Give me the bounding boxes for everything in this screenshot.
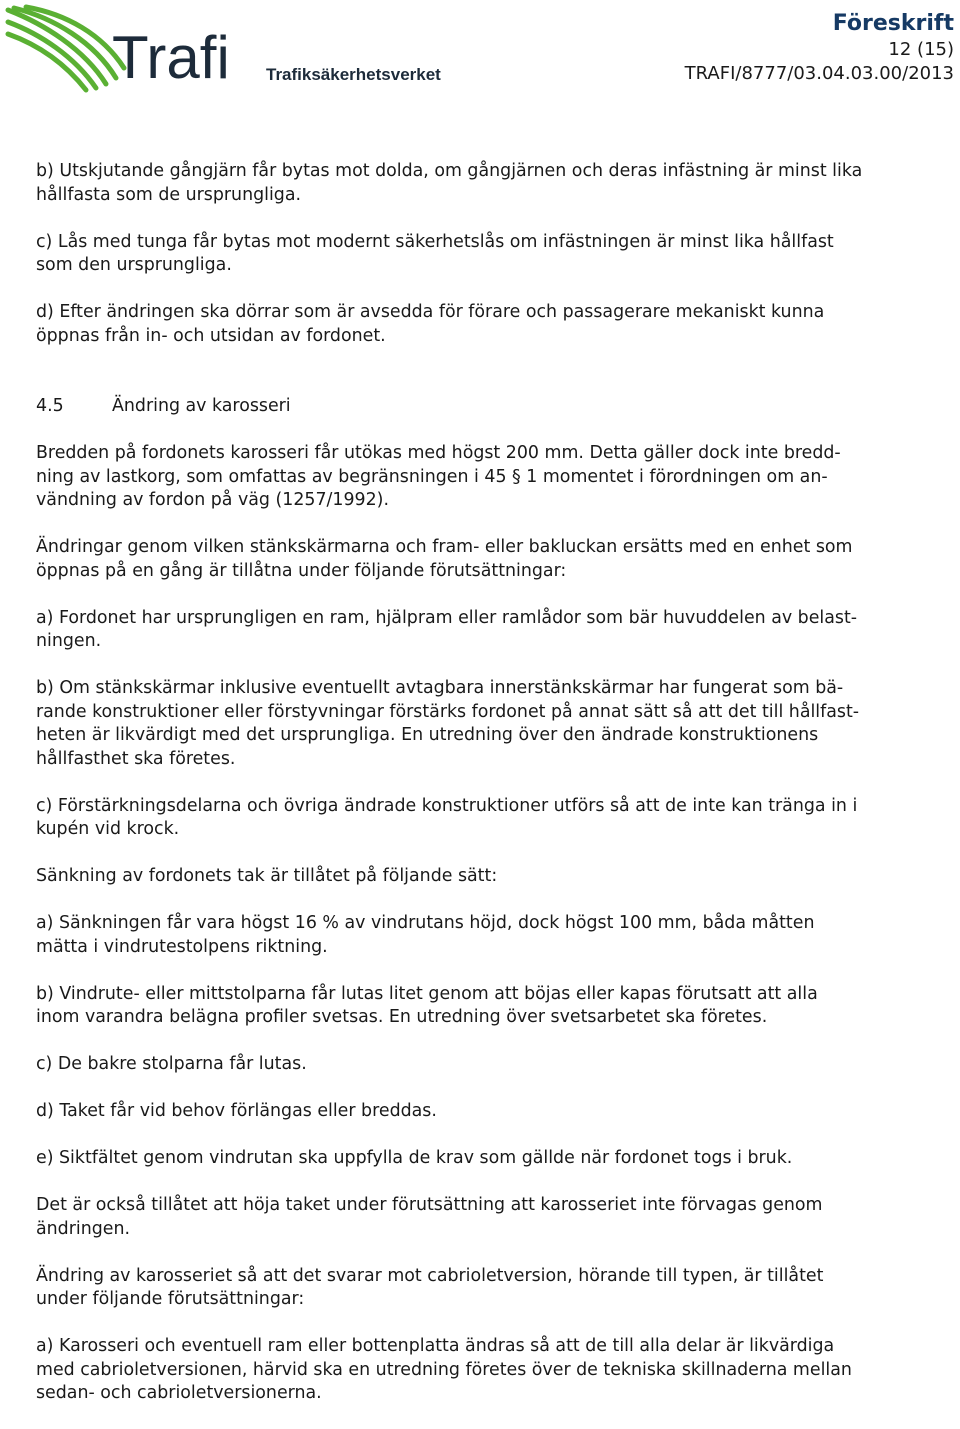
text-line: a) Karosseri och eventuell ram eller bottenplatta ändras så att de till alla delar är likvärdiga	[36, 1336, 835, 1356]
text-line: b) Vindrute- eller mittstolparna får lutas litet genom att böjas eller kapas förutsatt att alla	[36, 983, 818, 1004]
paragraph-fenders	[36, 536, 956, 583]
paragraph-condition-b	[36, 677, 956, 771]
document-body	[36, 160, 956, 1429]
text-line: hållfasta som de ursprungliga.	[36, 184, 302, 205]
page-number: 12 (15)	[888, 39, 954, 60]
section-title: Ändring av karosseri	[112, 396, 291, 416]
text-line: ändringen.	[36, 1218, 131, 1239]
text-line: e) Siktfältet genom vindrutan ska uppfylla de krav som gällde när fordonet togs i bruk.	[36, 1148, 793, 1168]
text-line: rande konstruktioner eller förstyvningar förstärks fordonet på annat sätt så att det till hållfast-	[36, 701, 860, 722]
paragraph-roof-b	[36, 983, 956, 1030]
paragraph-roof-e	[36, 1147, 956, 1171]
document-meta	[685, 10, 954, 86]
paragraph-roof-lowering	[36, 865, 956, 889]
text-line: Ändring av karosseriet så att det svarar mot cabrioletversion, hörande till typen, är tillåtet	[36, 1265, 824, 1286]
section-number: 4.5	[36, 396, 64, 416]
section-heading	[36, 395, 956, 419]
text-line: b) Utskjutande gångjärn får bytas mot dolda, om gångjärnen och deras infästning är minst lika	[36, 161, 863, 181]
paragraph-condition-c	[36, 795, 956, 842]
text-line: Ändringar genom vilken stänkskärmarna och fram- eller bakluckan ersätts med en enhet som	[36, 537, 853, 557]
paragraph-locks	[36, 231, 956, 278]
text-line: som den ursprungliga.	[36, 255, 232, 275]
paragraph-roof-a	[36, 912, 956, 959]
text-line: sedan- och cabrioletversionerna.	[36, 1383, 322, 1403]
text-line: hållfasthet ska företes.	[36, 748, 236, 769]
text-line: a) Fordonet har ursprungligen en ram, hjälpram eller ramlådor som bär huvuddelen av belast-	[36, 607, 858, 628]
text-line: ningen.	[36, 631, 102, 651]
text-line: inom varandra belägna profiler svetsas. En utredning över svetsarbetet ska företes.	[36, 1007, 768, 1027]
text-line: c) Lås med tunga får bytas mot modernt säkerhetslås om infästningen är minst lika hållfast	[36, 231, 834, 252]
text-line: Bredden på fordonets karosseri får utökas med högst 200 mm. Detta gäller dock inte bredd-	[36, 443, 841, 463]
paragraph-cabriolet	[36, 1265, 956, 1312]
text-line: öppnas från in- och utsidan av fordonet.	[36, 325, 386, 346]
trafi-logo	[4, 4, 444, 94]
text-line: kupén vid krock.	[36, 819, 180, 839]
text-line: b) Om stänkskärmar inklusive eventuellt avtagbara innerstänkskärmar har fungerat som bä-	[36, 678, 844, 698]
document-id: TRAFI/8777/03.04.03.00/2013	[684, 63, 954, 84]
logo-subtext: Trafiksäkerhetsverket	[266, 65, 441, 84]
logo-wordmark: Trafi	[112, 24, 230, 91]
text-line: med cabrioletversionen, härvid ska en utredning företes över de tekniska skillnaderna mellan	[36, 1359, 852, 1380]
paragraph-body-width	[36, 442, 956, 513]
paragraph-doors	[36, 301, 956, 348]
text-line: heten är likvärdigt med det ursprungliga. En utredning över den ändrade konstruktionens	[36, 725, 819, 745]
text-line: vändning av fordon på väg (1257/1992).	[36, 490, 389, 510]
paragraph-cabriolet-a	[36, 1335, 956, 1406]
paragraph-roof-d	[36, 1100, 956, 1124]
text-line: mätta i vindrutestolpens riktning.	[36, 936, 328, 957]
text-line: c) Förstärkningsdelarna och övriga ändrade konstruktioner utförs så att de inte kan tränga in i	[36, 795, 858, 816]
paragraph-hinges	[36, 160, 956, 207]
paragraph-roof-raise	[36, 1194, 956, 1241]
paragraph-roof-c	[36, 1053, 956, 1077]
text-line: d) Efter ändringen ska dörrar som är avsedda för förare och passagerare mekaniskt kunna	[36, 302, 825, 322]
text-line: Det är också tillåtet att höja taket under förutsättning att karosseriet inte förvagas genom	[36, 1195, 823, 1215]
text-line: ning av lastkorg, som omfattas av begränsningen i 45 § 1 momentet i förordningen om an-	[36, 466, 828, 487]
text-line: öppnas på en gång är tillåtna under följande förutsättningar:	[36, 560, 567, 581]
text-line: d) Taket får vid behov förlängas eller breddas.	[36, 1101, 437, 1121]
text-line: c) De bakre stolparna får lutas.	[36, 1054, 307, 1074]
text-line: a) Sänkningen får vara högst 16 % av vindrutans höjd, dock högst 100 mm, båda måtten	[36, 913, 815, 933]
paragraph-condition-a	[36, 607, 956, 654]
text-line: under följande förutsättningar:	[36, 1289, 305, 1309]
page-header	[0, 0, 960, 100]
text-line: Sänkning av fordonets tak är tillåtet på följande sätt:	[36, 866, 498, 886]
document-type: Föreskrift	[832, 11, 954, 36]
